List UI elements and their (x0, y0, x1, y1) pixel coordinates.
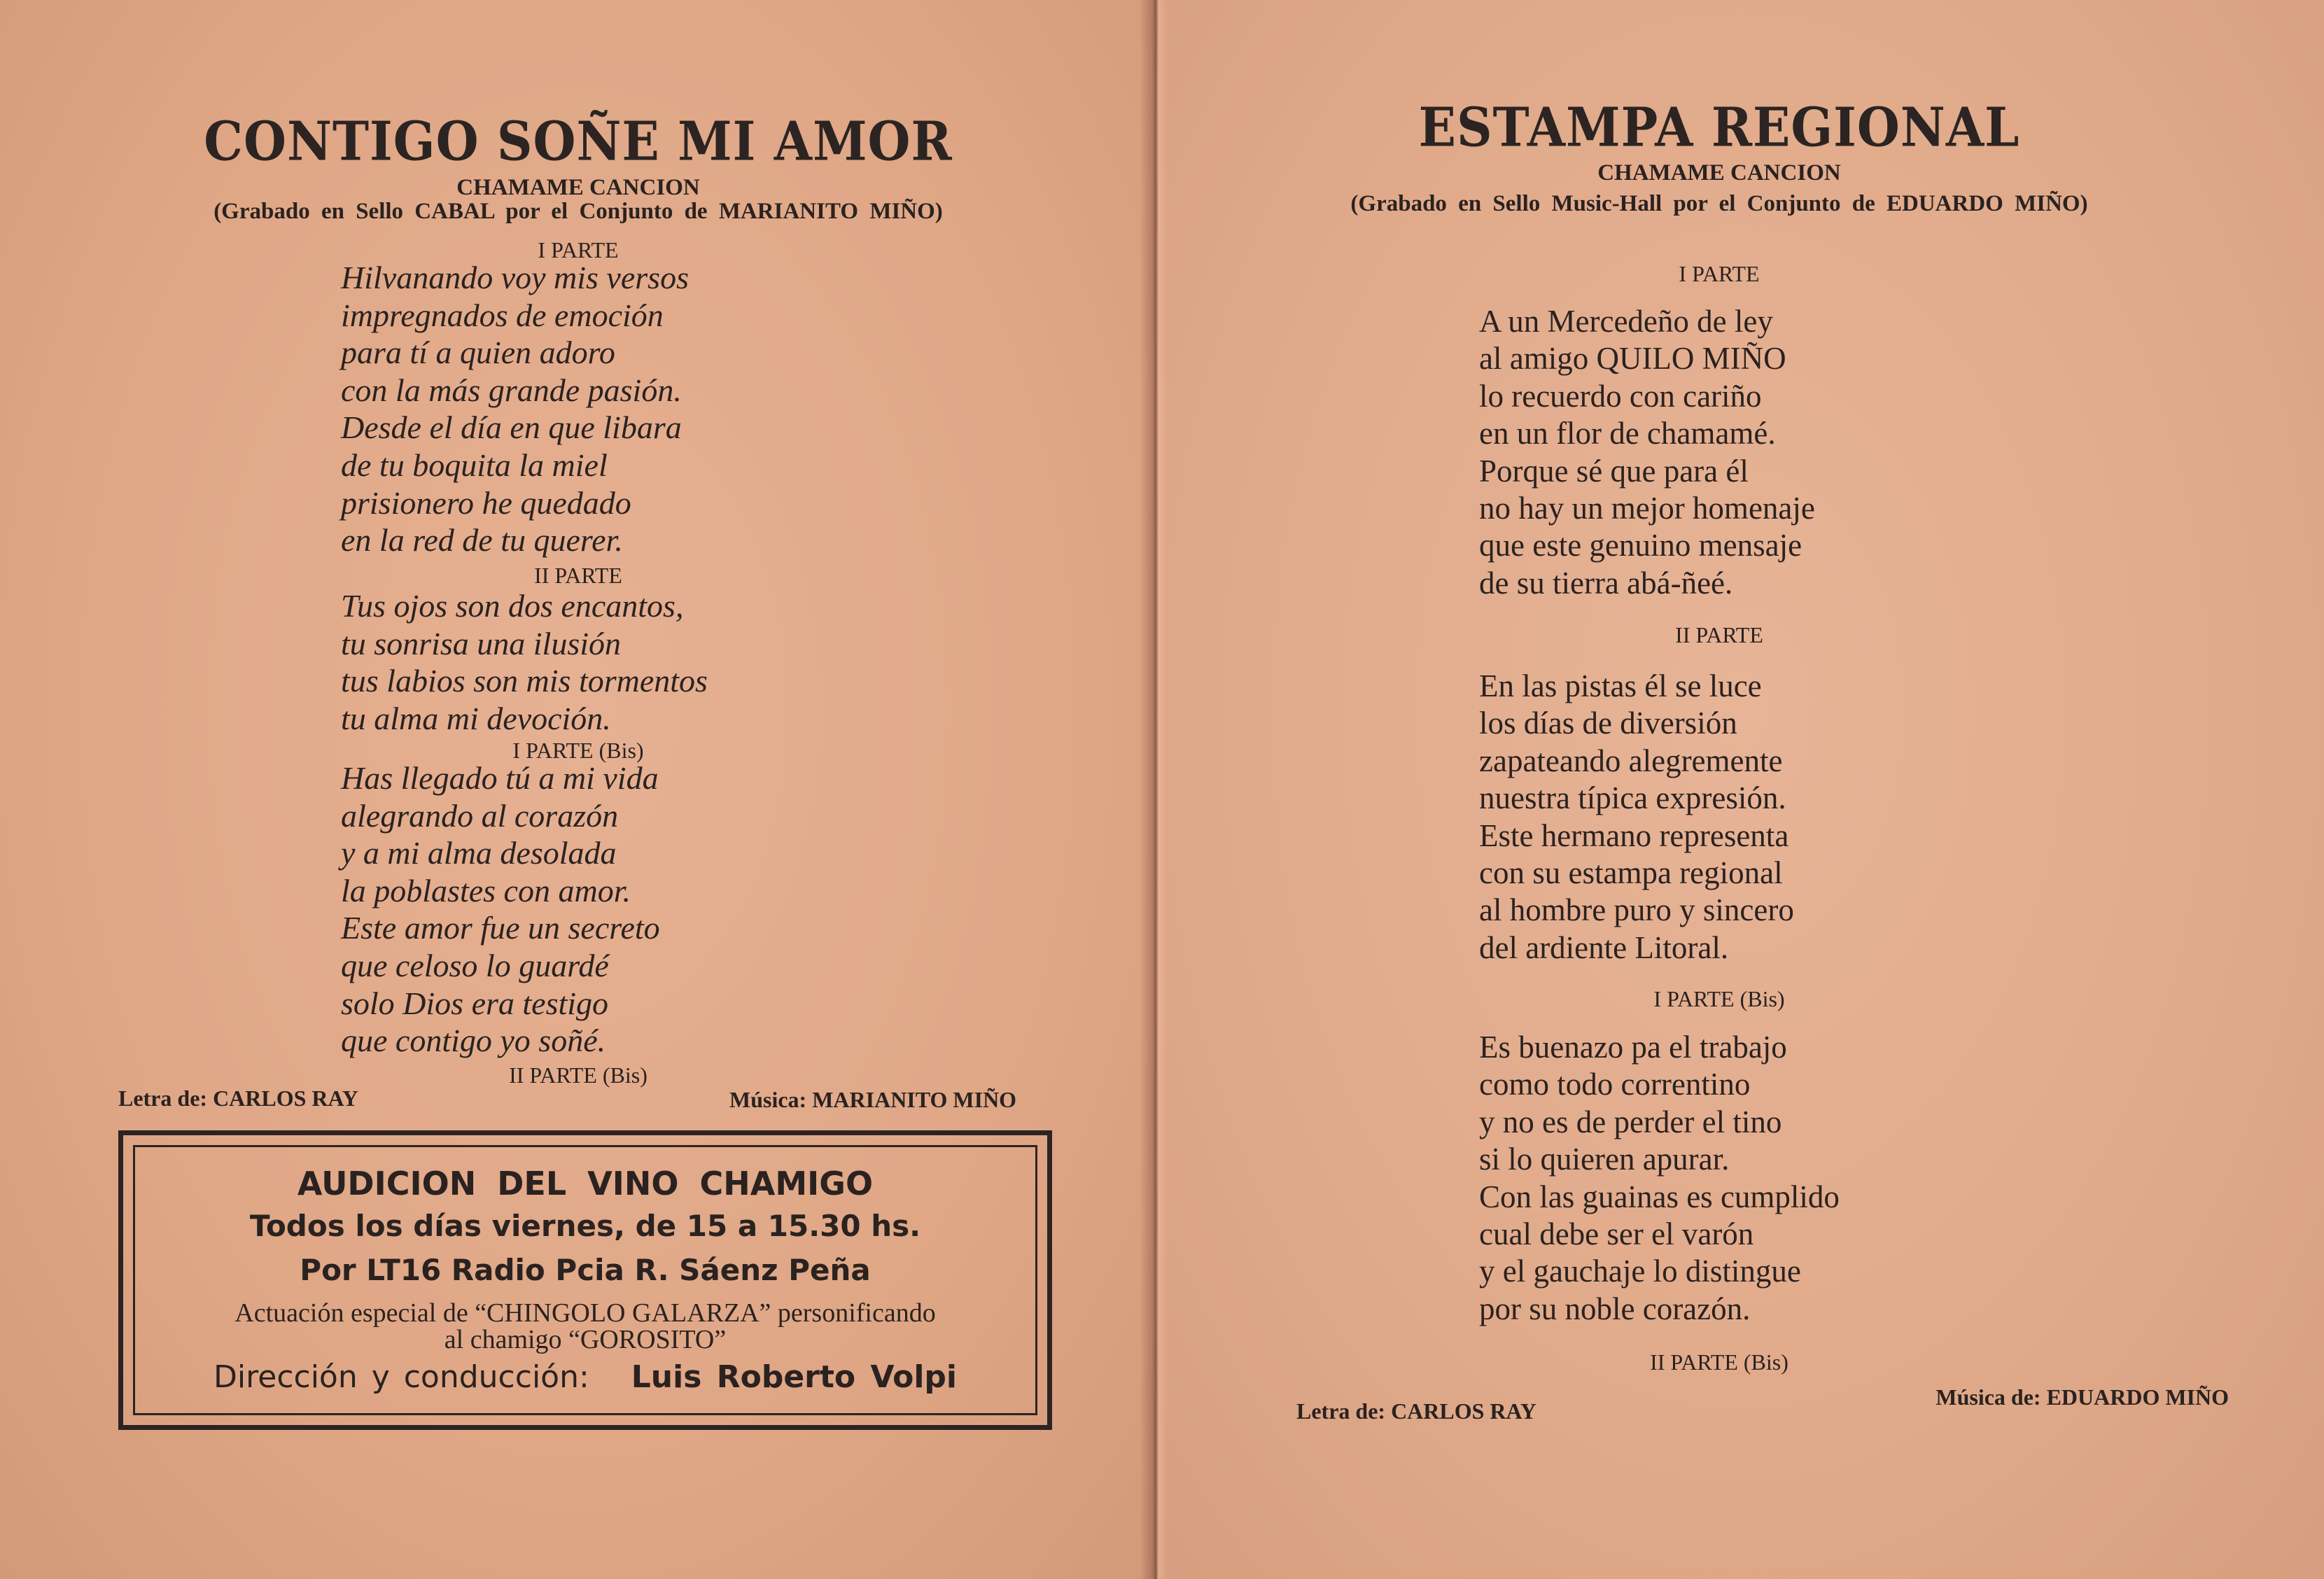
book-spine-fold (1140, 0, 1168, 1579)
lyrics-credit: Letra de: CARLOS RAY (1296, 1398, 1536, 1424)
lyric-line: si lo quieren apurar. (1479, 1142, 1730, 1177)
lyric-line: Este hermano representa (1479, 817, 1789, 853)
lyric-line: de su tierra abá-ñeé. (1479, 565, 1733, 601)
section-heading: II PARTE (1675, 622, 1763, 647)
stanza (1479, 303, 1815, 602)
stanza (1479, 1029, 1840, 1328)
lyric-line: alegrando al corazón (341, 797, 619, 834)
advert-special-line1: Actuación especial de “CHINGOLO GALARZA” personificando (234, 1298, 936, 1328)
lyric-line: impregnados de emoción (341, 297, 664, 333)
right-page (1156, 0, 2324, 1579)
lyric-line: al amigo QUILO MIÑO (1479, 341, 1786, 377)
stanza (1479, 668, 1794, 967)
song-title: ESTAMPA REGIONAL (1418, 94, 2020, 160)
lyric-line: en la red de tu querer. (341, 522, 623, 559)
lyric-line: con la más grande pasión. (341, 372, 682, 408)
section-heading: II PARTE (534, 563, 622, 588)
advert-headline: AUDICION DEL VINO CHAMIGO (297, 1165, 874, 1202)
lyric-line: para tí a quien adoro (341, 335, 615, 371)
section-heading: I PARTE (Bis) (512, 738, 644, 763)
advert-special-line2: al chamigo “GOROSITO” (444, 1325, 727, 1354)
lyric-line: y el gauchaje lo distingue (1479, 1254, 1801, 1289)
left-page (0, 0, 1156, 1579)
direction-label: Dirección y conducción: (214, 1359, 589, 1395)
director-name: Luis Roberto Volpi (631, 1359, 957, 1395)
lyric-line: los días de diversión (1479, 706, 1737, 741)
lyric-line: A un Mercedeño de ley (1479, 304, 1773, 339)
song-genre: CHAMAME CANCION (1597, 160, 1841, 185)
lyrics-credit: Letra de: CARLOS RAY (118, 1086, 358, 1111)
section-heading: I PARTE (Bis) (1653, 986, 1785, 1011)
lyric-line: al hombre puro y sincero (1479, 892, 1794, 928)
lyric-line: de tu boquita la miel (341, 447, 608, 483)
lyric-line: Este amor fue un secreto (341, 910, 660, 946)
lyric-line: Es buenazo pa el trabajo (1479, 1030, 1787, 1065)
song-title: CONTIGO SOÑE MI AMOR (204, 108, 953, 174)
lyric-line: nuestra típica expresión. (1479, 780, 1786, 816)
lyric-line: tu sonrisa una ilusión (341, 625, 622, 661)
lyric-line: Desde el día en que libara (341, 409, 682, 446)
lyric-line: del ardiente Litoral. (1479, 929, 1729, 965)
section-heading: I PARTE (1679, 261, 1760, 286)
lyric-line: que contigo yo soñé. (341, 1023, 606, 1059)
lyric-line: Has llegado tú a mi vida (341, 760, 659, 796)
stanza (341, 759, 660, 1060)
lyric-line: y a mi alma desolada (341, 835, 617, 871)
lyric-line: que este genuino mensaje (1479, 528, 1802, 563)
lyric-line: prisionero he quedado (341, 484, 631, 521)
recording-info: (Grabado en Sello Music-Hall por el Conjunto de EDUARDO MIÑO) (1350, 191, 2088, 216)
music-credit: Música de: EDUARDO MIÑO (1935, 1384, 2229, 1410)
lyric-line: en un flor de chamamé. (1479, 416, 1776, 451)
lyric-line: tu alma mi devoción. (341, 700, 611, 736)
lyric-line: la poblastes con amor. (341, 872, 631, 908)
advert-direction (214, 1359, 957, 1395)
stanza (341, 587, 708, 737)
section-heading: II PARTE (Bis) (1650, 1349, 1788, 1375)
lyric-line: como todo correntino (1479, 1067, 1751, 1102)
lyric-line: En las pistas él se luce (1479, 668, 1762, 703)
lyric-line: Tus ojos son dos encantos, (341, 588, 684, 624)
music-credit: Música: MARIANITO MIÑO (729, 1087, 1017, 1112)
lyric-line: que celoso lo guardé (341, 947, 609, 983)
section-heading: I PARTE (538, 237, 619, 262)
lyric-line: y no es de perder el tino (1479, 1104, 1782, 1139)
advert-station: Por LT16 Radio Pcia R. Sáenz Peña (300, 1253, 871, 1287)
lyric-line: no hay un mejor homenaje (1479, 491, 1815, 526)
lyric-line: por su noble corazón. (1479, 1291, 1751, 1326)
song-genre: CHAMAME CANCION (456, 175, 700, 200)
lyric-line: con su estampa regional (1479, 855, 1783, 891)
lyric-line: cual debe ser el varón (1479, 1216, 1754, 1252)
radio-advert-box (118, 1130, 1052, 1430)
stanza (341, 259, 689, 559)
lyric-line: Hilvanando voy mis versos (341, 260, 689, 295)
recording-info: (Grabado en Sello CABAL por el Conjunto de MARIANITO MIÑO) (214, 199, 943, 224)
lyric-line: zapateando alegremente (1479, 743, 1783, 778)
advert-schedule: Todos los días viernes, de 15 a 15.30 hs. (249, 1209, 921, 1243)
section-heading: II PARTE (Bis) (509, 1062, 648, 1088)
lyric-line: tus labios son mis tormentos (341, 663, 708, 699)
lyric-line: solo Dios era testigo (341, 985, 609, 1021)
lyric-line: Porque sé que para él (1479, 453, 1749, 489)
lyric-line: lo recuerdo con cariño (1479, 378, 1762, 414)
lyric-line: Con las guainas es cumplido (1479, 1179, 1840, 1214)
